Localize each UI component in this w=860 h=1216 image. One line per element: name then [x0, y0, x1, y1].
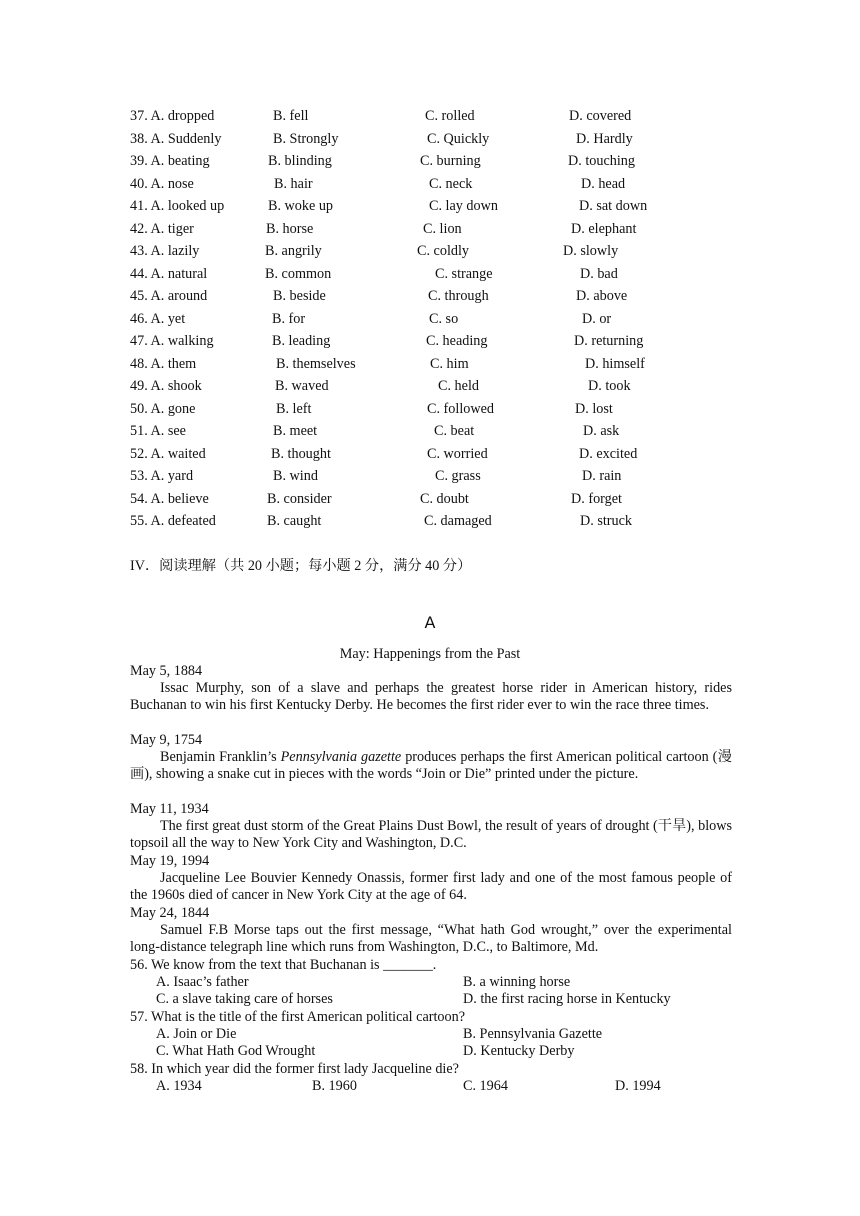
- option-b: B. meet: [273, 423, 318, 439]
- question-option: B. a winning horse: [463, 974, 571, 990]
- option-c: C. held: [438, 378, 479, 394]
- option-a: 54. A. believe: [130, 491, 209, 507]
- passage-letter: A: [424, 613, 436, 632]
- option-b: B. themselves: [276, 356, 356, 372]
- option-d: D. forget: [571, 491, 622, 507]
- option-d: D. bad: [580, 266, 618, 282]
- question-option: A. Isaac’s father: [156, 974, 249, 990]
- option-c: C. lion: [423, 221, 462, 237]
- option-d: D. slowly: [563, 243, 619, 259]
- option-a: 47. A. walking: [130, 333, 214, 349]
- option-d: D. touching: [568, 153, 635, 169]
- option-b: B. consider: [267, 491, 332, 507]
- option-d: D. covered: [569, 108, 632, 124]
- option-c: C. coldly: [417, 243, 470, 259]
- option-c: C. worried: [427, 446, 488, 462]
- option-d: D. returning: [574, 333, 644, 349]
- option-c: C. neck: [429, 176, 473, 192]
- option-b: B. woke up: [268, 198, 334, 214]
- option-c: C. grass: [435, 468, 481, 484]
- question-stem: 57. What is the title of the first American political cartoon?: [130, 1009, 466, 1025]
- option-a: 46. A. yet: [130, 311, 186, 327]
- option-d: D. took: [588, 378, 631, 394]
- option-d: D. ask: [583, 423, 620, 439]
- option-d: D. himself: [585, 356, 645, 372]
- option-d: D. or: [582, 311, 612, 327]
- option-b: B. caught: [267, 513, 322, 529]
- option-b: B. common: [265, 266, 332, 282]
- option-c: C. beat: [434, 423, 475, 439]
- option-a: 51. A. see: [130, 423, 186, 439]
- option-d: D. elephant: [571, 221, 637, 237]
- option-b: B. hair: [274, 176, 313, 192]
- option-a: 42. A. tiger: [130, 221, 194, 237]
- option-a: 48. A. them: [130, 356, 197, 372]
- question-option: D. 1994: [615, 1078, 661, 1094]
- option-b: B. waved: [275, 378, 329, 394]
- entry-text: Jacqueline Lee Bouvier Kennedy Onassis, former first lady and one of the most famous people of the 1960s died of cancer in New York City at the age of 64.: [130, 870, 732, 904]
- option-c: C. lay down: [429, 198, 498, 214]
- question-option: A. Join or Die: [156, 1026, 237, 1042]
- question-option: C. What Hath God Wrought: [156, 1043, 316, 1059]
- option-c: C. doubt: [420, 491, 469, 507]
- option-b: B. wind: [273, 468, 318, 484]
- option-a: 55. A. defeated: [130, 513, 216, 529]
- option-d: D. rain: [582, 468, 622, 484]
- question-stem: 58. In which year did the former first lady Jacqueline die?: [130, 1061, 459, 1077]
- question-option: C. 1964: [463, 1078, 508, 1094]
- option-a: 50. A. gone: [130, 401, 196, 417]
- option-d: D. head: [581, 176, 626, 192]
- option-a: 37. A. dropped: [130, 108, 215, 124]
- option-a: 52. A. waited: [130, 446, 206, 462]
- entry-text: The first great dust storm of the Great Plains Dust Bowl, the result of years of drought (干旱), blows topsoil all the way to New York City and Washington, D.C.: [130, 818, 732, 852]
- entry-date: May 9, 1754: [130, 732, 203, 748]
- option-a: 40. A. nose: [130, 176, 194, 192]
- option-b: B. left: [276, 401, 312, 417]
- option-c: C. Quickly: [427, 131, 490, 147]
- option-c: C. him: [430, 356, 469, 372]
- option-a: 41. A. looked up: [130, 198, 225, 214]
- question-option: D. the first racing horse in Kentucky: [463, 991, 671, 1007]
- question-option: A. 1934: [156, 1078, 202, 1094]
- option-d: D. struck: [580, 513, 633, 529]
- option-b: B. fell: [273, 108, 309, 124]
- entry-date: May 5, 1884: [130, 663, 203, 679]
- option-c: C. burning: [420, 153, 481, 169]
- entry-date: May 11, 1934: [130, 801, 209, 817]
- option-c: C. so: [429, 311, 459, 327]
- option-b: B. angrily: [265, 243, 322, 259]
- option-b: B. leading: [272, 333, 331, 349]
- entry-text: Benjamin Franklin’s Pennsylvania gazette produces perhaps the first American political cartoon (漫画), showing a snake cut in pieces with the words “Join or Die” printed under the picture.: [130, 749, 732, 783]
- option-b: B. for: [272, 311, 306, 327]
- option-d: D. Hardly: [576, 131, 633, 147]
- option-c: C. followed: [427, 401, 494, 417]
- option-a: 39. A. beating: [130, 153, 210, 169]
- entry-text: Samuel F.B Morse taps out the first message, “What hath God wrought,” over the experimental long-distance telegraph line which runs from Washington, D.C., to Baltimore, Md.: [130, 922, 732, 956]
- option-c: C. rolled: [425, 108, 475, 124]
- option-a: 53. A. yard: [130, 468, 194, 484]
- option-c: C. damaged: [424, 513, 492, 529]
- option-a: 45. A. around: [130, 288, 208, 304]
- option-c: C. through: [428, 288, 489, 304]
- option-a: 44. A. natural: [130, 266, 208, 282]
- question-option: B. Pennsylvania Gazette: [463, 1026, 603, 1042]
- option-b: B. blinding: [268, 153, 332, 169]
- question-stem: 56. We know from the text that Buchanan is _______.: [130, 957, 437, 973]
- option-d: D. excited: [579, 446, 638, 462]
- article-title: May: Happenings from the Past: [339, 646, 521, 662]
- option-a: 49. A. shook: [130, 378, 202, 394]
- question-option: D. Kentucky Derby: [463, 1043, 575, 1059]
- option-c: C. heading: [426, 333, 488, 349]
- option-b: B. beside: [273, 288, 326, 304]
- option-b: B. thought: [271, 446, 331, 462]
- section-heading: IV．阅读理解（共 20 小题；每小题 2 分，满分 40 分）: [130, 558, 472, 574]
- option-b: B. Strongly: [273, 131, 339, 147]
- entry-date: May 24, 1844: [130, 905, 210, 921]
- question-option: C. a slave taking care of horses: [156, 991, 333, 1007]
- option-c: C. strange: [435, 266, 493, 282]
- entry-text: Issac Murphy, son of a slave and perhaps the greatest horse rider in American history, rides Buchanan to win his first Kentucky Derby. He becomes the first rider ever to win the race three times.: [130, 680, 732, 714]
- option-a: 43. A. lazily: [130, 243, 200, 259]
- option-a: 38. A. Suddenly: [130, 131, 222, 147]
- option-d: D. above: [576, 288, 628, 304]
- option-b: B. horse: [266, 221, 314, 237]
- entry-date: May 19, 1994: [130, 853, 210, 869]
- option-d: D. sat down: [579, 198, 648, 214]
- question-option: B. 1960: [312, 1078, 357, 1094]
- option-d: D. lost: [575, 401, 613, 417]
